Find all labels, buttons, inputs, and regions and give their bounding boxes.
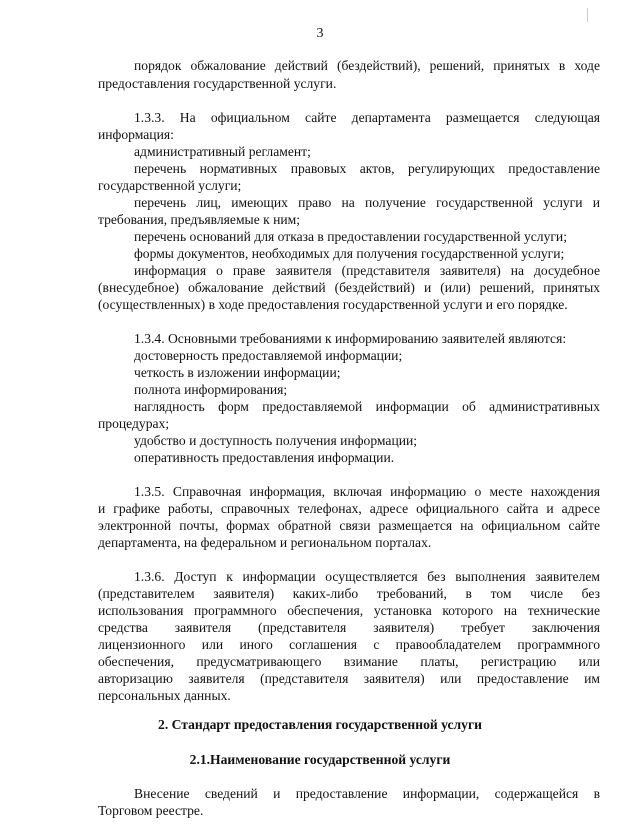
text-line: государственной услуги; <box>98 178 242 193</box>
text-line: административный регламент; <box>134 144 311 159</box>
text-line: информация о праве заявителя (представителя заявителя) на досудебное <box>134 263 600 278</box>
text-line: четкость в изложении информации; <box>134 365 341 380</box>
text-line: электронной почты, формах обратной связи размещается на официальном сайте <box>98 518 600 533</box>
text-line: удобство и доступность получения информации; <box>134 433 418 448</box>
text-line: (внесудебное) обжалование действий (бездействий) и (или) решений, принятых <box>98 280 600 295</box>
text-line: наглядность форм предоставляемой информации об административных <box>134 399 600 414</box>
text-line: процедурах; <box>98 416 170 431</box>
text-line: 1.3.3. На официальном сайте департамента размещается следующая <box>134 110 600 125</box>
text-line: предоставления государственной услуги. <box>98 76 337 91</box>
text-line: Торговом реестре. <box>98 803 204 818</box>
text-line: 1.3.6. Доступ к информации осуществляется без выполнения заявителем <box>134 569 600 584</box>
text-line: департамента, на федеральном и региональном порталах. <box>98 535 432 550</box>
subsection-heading: 2.1.Наименование государственной услуги <box>189 752 451 767</box>
text-line: лицензионного или иного соглашения с правообладателем программного <box>98 637 600 652</box>
text-line: Внесение сведений и предоставление информации, содержащейся в <box>134 786 600 801</box>
text-line: 1.3.5. Справочная информация, включая информацию о месте нахождения <box>134 484 600 499</box>
page-number: 3 <box>316 26 324 41</box>
text-line: оперативность предоставления информации. <box>134 450 395 465</box>
text-line: перечень оснований для отказа в предоставлении государственной услуги; <box>134 229 567 244</box>
text-line: достоверность предоставляемой информации; <box>134 348 403 363</box>
text-line: (осуществленных) в ходе предоставления государственной услуги и его порядке. <box>98 297 568 312</box>
text-line: перечень нормативных правовых актов, регулирующих предоставление <box>134 161 600 176</box>
text-line: персональных данных. <box>98 688 231 703</box>
text-line: перечень лиц, имеющих право на получение государственной услуги и <box>134 195 600 210</box>
text-line: 1.3.4. Основными требованиями к информированию заявителей являются: <box>134 331 567 346</box>
text-line: средства заявителя (представителя заявителя) требует заключения <box>98 620 600 635</box>
text-line: (представителем заявителя) каких-либо требований, в том числе без <box>98 586 600 601</box>
text-line: формы документов, необходимых для получения государственной услуги; <box>134 246 565 261</box>
text-line: полнота информирования; <box>134 382 288 397</box>
text-line: и графике работы, справочных телефонах, адресе официального сайта и адресе <box>98 501 600 516</box>
section-heading: 2. Стандарт предоставления государственной услуги <box>158 717 482 732</box>
text-line: обеспечения, предусматривающего взимание платы, регистрацию или <box>98 654 600 669</box>
text-line: информация: <box>98 127 174 142</box>
scan-mark <box>587 8 588 22</box>
text-line: использования программного обеспечения, установка которого на технические <box>98 603 600 618</box>
text-line: порядок обжалование действий (бездействий), решений, принятых в ходе <box>134 58 600 73</box>
text-line: авторизацию заявителя (представителя заявителя) или предоставление им <box>98 671 600 686</box>
text-line: требования, предъявляемые к ним; <box>98 212 301 227</box>
